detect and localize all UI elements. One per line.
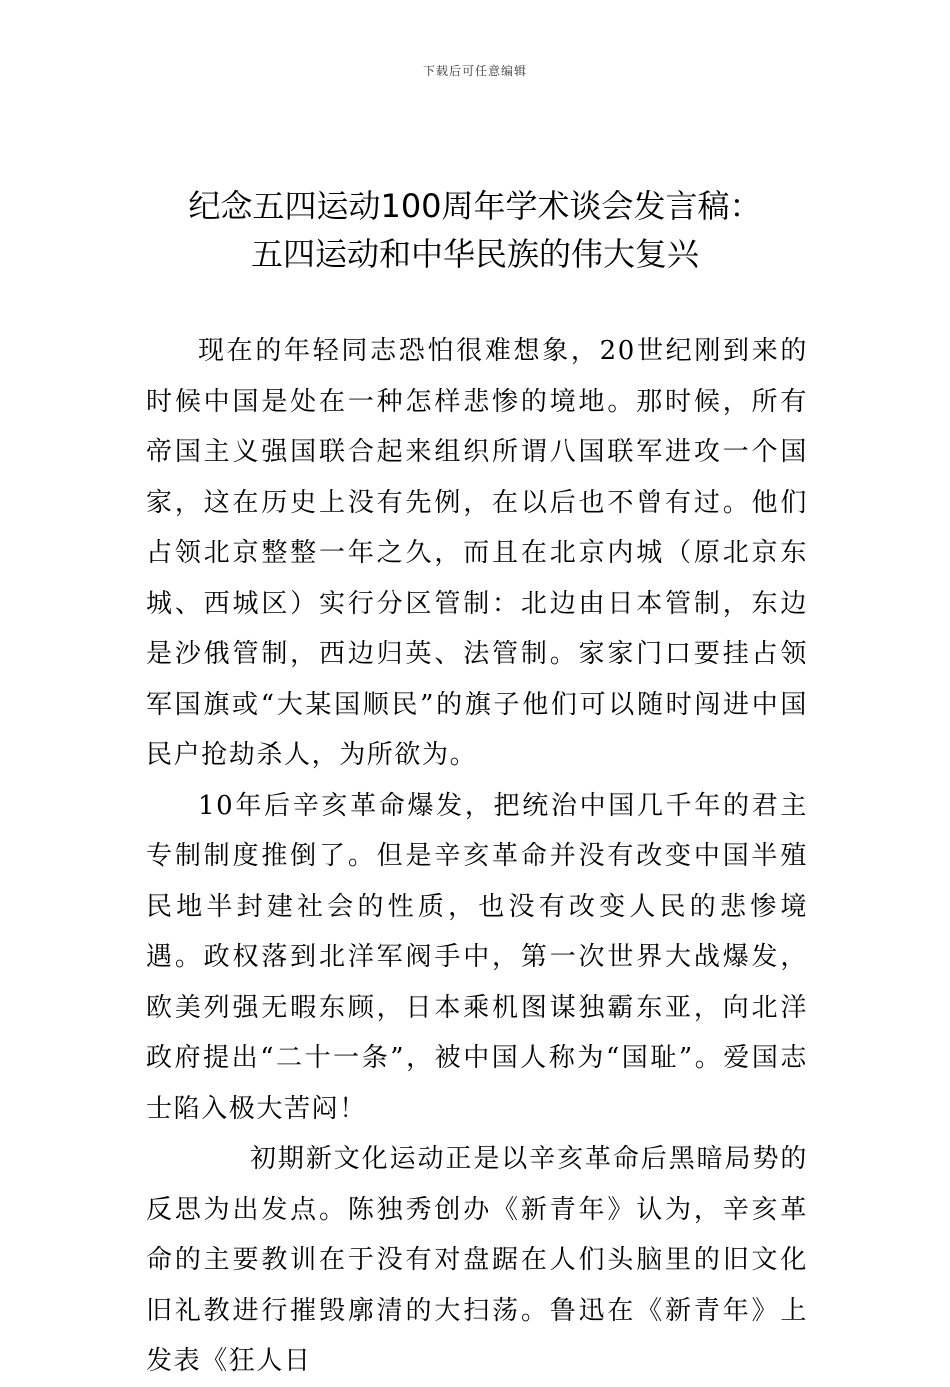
paragraph-2: 10年后辛亥革命爆发，把统治中国几千年的君主专制制度推倒了。但是辛亥革命并没有改变中国半殖民地半封建社会的性质，也没有改变人民的悲惨境遇。政权落到北洋军阀手中，第一次世界大战爆发，欧美列强无暇东顾，日本乘机图谋独霸东亚，向北洋政府提出“二十一条”，被中国人称为“国耻”。爱国志士陷入极大苦闷！	[146, 790, 808, 1124]
title-line-2: 五四运动和中华民族的伟大复兴	[250, 235, 699, 273]
paragraph-3: 初期新文化运动正是以辛亥革命后黑暗局势的反思为出发点。陈独秀创办《新青年》认为，辛亥革命的主要教训在于没有对盘踞在人们头脑里的旧文化旧礼教进行摧毁廓清的大扫荡。鲁迅在《新青年》上发表《狂人日	[146, 1144, 808, 1376]
document-title	[60, 182, 890, 278]
document-body	[146, 326, 808, 1387]
header-note: 下载后可任意编辑	[422, 64, 527, 78]
title-line-1: 纪念五四运动100周年学术谈会发言稿：	[188, 187, 762, 225]
paragraph-1: 现在的年轻同志恐怕很难想象，20世纪刚到来的时候中国是处在一种怎样悲惨的境地。那时候，所有帝国主义强国联合起来组织所谓八国联军进攻一个国家，这在历史上没有先例，在以后也不曾有过。他们占领北京整整一年之久，而且在北京内城（原北京东城、西城区）实行分区管制：北边由日本管制，东边是沙俄管制，西边归英、法管制。家家门口要挂占领军国旗或“大某国顺民”的旗子他们可以随时闯进中国民户抢劫杀人，为所欲为。	[146, 336, 808, 770]
